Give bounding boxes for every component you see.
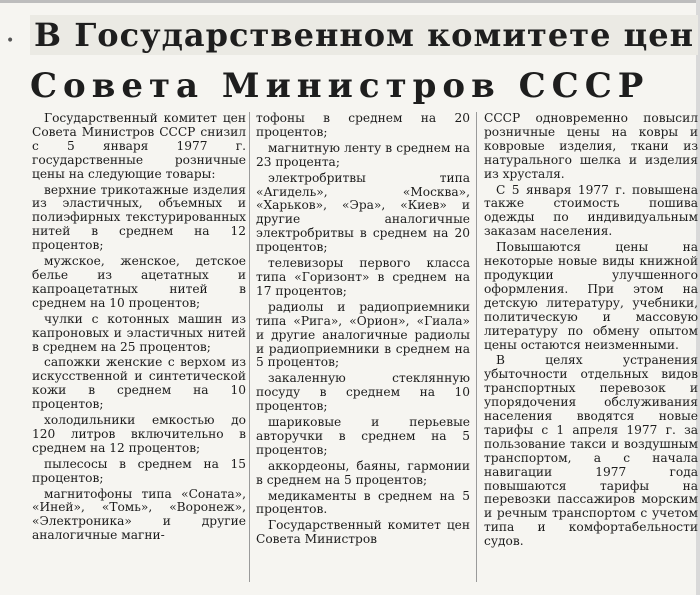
paragraph: чулки с котонных машин из капроновых и эластичных нитей в среднем на 25 процентов; (32, 311, 246, 354)
paragraph: Государственный комитет цен Совета Министров (256, 518, 470, 547)
paragraph: медикаменты в среднем на 5 процентов. (256, 488, 470, 517)
paragraph: сапожки женские с верхом из искусственной и синтетической кожи в среднем на 10 процентов; (32, 355, 246, 412)
paragraph: магнитофоны типа «Соната», «Иней», «Томь», «Воронеж», «Электроника» и другие аналогичные магни- (32, 486, 246, 543)
headline-line-1: В Государственном комитете цен (30, 15, 698, 55)
paragraph: верхние трикотажные изделия из эластичных, объемных и полиэфирных текстурированных нитей в среднем на 12 процентов; (32, 182, 246, 253)
paragraph: В целях устранения убыточности отдельных видов транспортных перевозок и упорядочения обслуживания населения вводятся новые тарифы с 1 апреля 1977 г. за пользование такси и воздушным транспортом, а с начала навигации 1977 года повышаются тарифы на перевозки пассажиров морским и речным транспортом с учетом типа и комфортабельности судов. (484, 353, 698, 549)
paragraph: телевизоры первого класса типа «Горизонт» в среднем на 17 процентов; (256, 256, 470, 298)
article-column-1 (32, 112, 246, 545)
headline-line-2: Совета Министров СССР (30, 66, 650, 106)
paragraph: пылесосы в среднем на 15 процентов; (32, 456, 246, 485)
column-divider (249, 112, 250, 582)
paragraph: электробритвы типа «Агидель», «Москва», «Харьков», «Эра», «Киев» и другие аналогичные электробритвы в среднем на 20 процентов; (256, 170, 470, 255)
top-rule (0, 0, 700, 3)
article-column-2 (256, 112, 470, 549)
paragraph: СССР одновременно повысил розничные цены на ковры и ковровые изделия, ткани из натурального шелка и изделия из хрусталя. (484, 111, 698, 181)
paragraph: шариковые и перьевые авторучки в среднем на 5 процентов; (256, 415, 470, 457)
paragraph: Повышаются цены на некоторые новые виды книжной продукции улучшенного оформления. При этом на детскую литературу, учебники, политическую и массовую литературу по обмену опытом цены остаются неизменными. (484, 240, 698, 352)
paragraph: закаленную стеклянную посуду в среднем на 10 процентов; (256, 371, 470, 414)
paragraph: магнитную ленту в среднем на 23 процента; (256, 140, 470, 169)
paragraph: радиолы и радиоприемники типа «Рига», «Орион», «Гиала» и другие аналогичные радиолы и радиоприемники в среднем на 5 процентов; (256, 299, 470, 370)
paragraph: аккордеоны, баяны, гармонии в среднем на 5 процентов; (256, 458, 470, 487)
margin-mark-icon: • (6, 33, 15, 49)
paragraph: мужское, женское, детское белье из ацетатных и капроацетатных нитей в среднем на 10 процентов; (32, 254, 246, 310)
article-column-3 (484, 112, 698, 551)
paragraph: тофоны в среднем на 20 процентов; (256, 111, 470, 139)
paragraph: Государственный комитет цен Совета Министров СССР снизил с 5 января 1977 г. государственные розничные цены на следующие товары: (32, 111, 246, 181)
column-divider (476, 112, 477, 582)
paragraph: С 5 января 1977 г. повышена также стоимость пошива одежды по индивидуальным заказам населения. (484, 182, 698, 239)
paragraph: холодильники емкостью до 120 литров включительно в среднем на 12 процентов; (32, 413, 246, 455)
